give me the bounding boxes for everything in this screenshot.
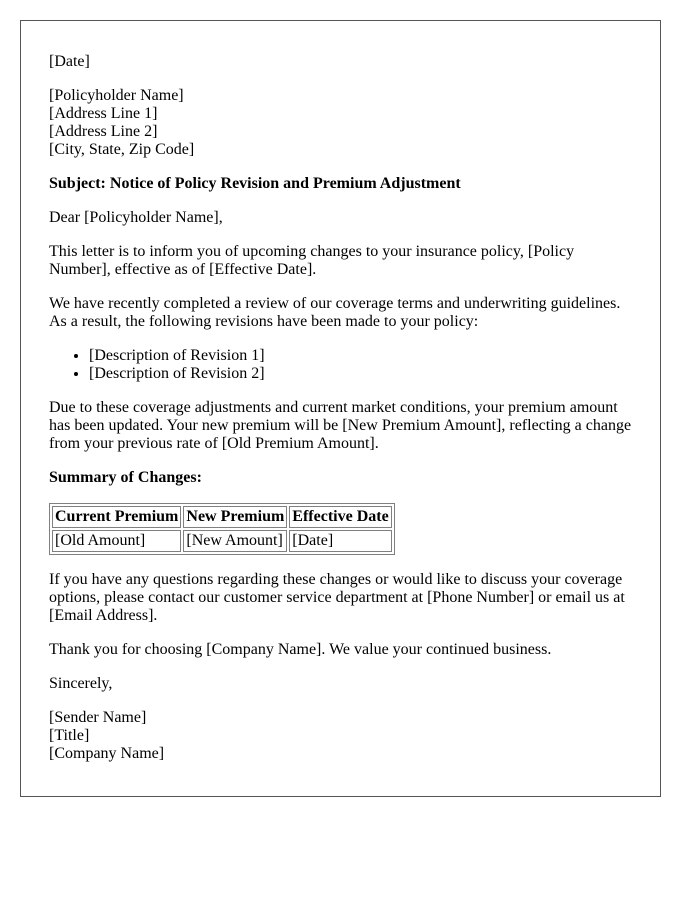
summary-table <box>49 503 395 555</box>
signature <box>49 709 632 763</box>
revisions-list <box>49 347 632 383</box>
table-header: Current Premium <box>52 506 181 528</box>
city-state-zip: [City, State, Zip Code] <box>49 141 195 158</box>
paragraph-intro: This letter is to inform you of upcoming changes to your insurance policy, [Policy Number], effective as of [Effective Date]. <box>49 243 575 278</box>
table-header: New Premium <box>183 506 287 528</box>
paragraph-review: We have recently completed a review of our coverage terms and underwriting guidelines. As a result, the following revisions have been made to your policy: <box>49 295 621 330</box>
sender-name: [Sender Name] <box>49 709 147 726</box>
paragraph-thanks: Thank you for choosing [Company Name]. We value your continued business. <box>49 641 552 658</box>
table-cell: [New Amount] <box>183 530 287 552</box>
closing: Sincerely, <box>49 675 113 692</box>
paragraph-premium: Due to these coverage adjustments and current market conditions, your premium amount has been updated. Your new premium will be [New Premium Amount], reflecting a change from your previous rate of [Old Premium Amount]. <box>49 399 632 452</box>
summary-heading: Summary of Changes: <box>49 469 202 486</box>
sender-title: [Title] <box>49 727 90 744</box>
address-line-2: [Address Line 2] <box>49 123 158 140</box>
subject: Subject: Notice of Policy Revision and Premium Adjustment <box>49 175 461 192</box>
company-name: [Company Name] <box>49 745 165 762</box>
table-header: Effective Date <box>289 506 391 528</box>
table-cell: [Old Amount] <box>52 530 181 552</box>
date: [Date] <box>49 53 90 70</box>
recipient-address <box>49 87 632 159</box>
recipient-name: [Policyholder Name] <box>49 87 184 104</box>
letter <box>20 20 661 797</box>
salutation: Dear [Policyholder Name], <box>49 209 223 226</box>
list-item: • [Description of Revision 2] <box>89 365 632 383</box>
table-header-row <box>52 506 392 528</box>
address-line-1: [Address Line 1] <box>49 105 158 122</box>
table-cell: [Date] <box>289 530 391 552</box>
list-item: • [Description of Revision 1] <box>89 347 632 365</box>
paragraph-contact: If you have any questions regarding these changes or would like to discuss your coverage options, please contact our customer service department at [Phone Number] or email us at [Email Address]. <box>49 571 625 624</box>
table-row <box>52 530 392 552</box>
